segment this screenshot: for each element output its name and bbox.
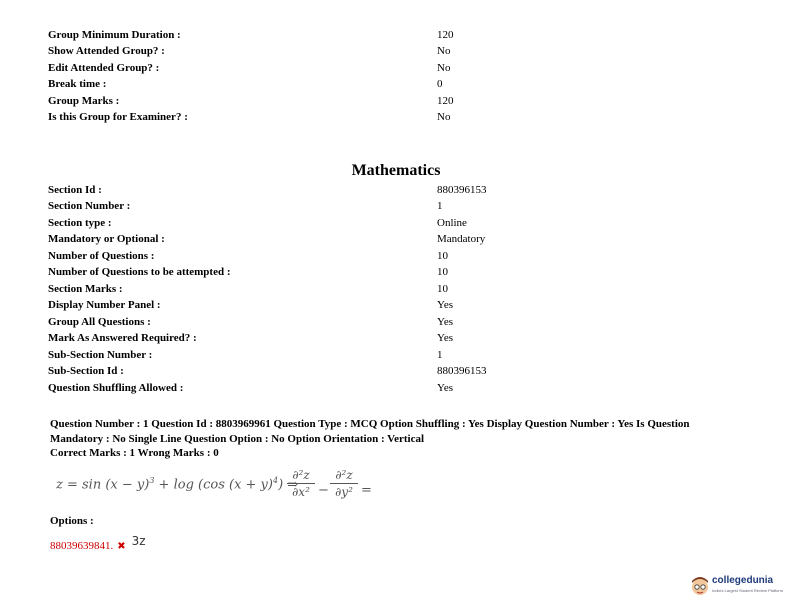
group-info-row bbox=[48, 78, 748, 94]
collegedunia-logo bbox=[690, 572, 786, 600]
field-label: Group Minimum Duration : bbox=[48, 29, 181, 41]
section-info-row bbox=[48, 382, 748, 398]
field-value: No bbox=[437, 111, 451, 123]
section-info-row bbox=[48, 349, 748, 365]
option-text: 3z bbox=[131, 534, 146, 548]
group-info-row bbox=[48, 45, 748, 61]
field-label: Mandatory or Optional : bbox=[48, 233, 165, 245]
formula-equals: = bbox=[361, 483, 372, 498]
section-info-row bbox=[48, 184, 748, 200]
options-label: Options : bbox=[50, 515, 94, 527]
fraction-bar bbox=[330, 483, 358, 484]
section-info-row bbox=[48, 332, 748, 348]
group-info-row bbox=[48, 111, 748, 127]
field-label: Section Number : bbox=[48, 200, 131, 212]
field-label: Section Id : bbox=[48, 184, 102, 196]
formula-fraction bbox=[287, 468, 315, 499]
question-info-line: Correct Marks : 1 Wrong Marks : 0 bbox=[50, 447, 219, 459]
section-info-row bbox=[48, 200, 748, 216]
field-value: 0 bbox=[437, 78, 443, 90]
mascot-icon bbox=[690, 574, 710, 596]
field-label: Number of Questions : bbox=[48, 250, 155, 262]
field-value: 10 bbox=[437, 250, 448, 262]
formula-fraction bbox=[330, 468, 358, 499]
fraction-bar bbox=[287, 483, 315, 484]
field-value: Yes bbox=[437, 299, 454, 311]
question-formula bbox=[56, 476, 298, 492]
field-label: Question Shuffling Allowed : bbox=[48, 382, 184, 394]
field-label: Mark As Answered Required? : bbox=[48, 332, 197, 344]
field-label: Break time : bbox=[48, 78, 107, 90]
field-label: Sub-Section Number : bbox=[48, 349, 153, 361]
formula-mid: + log (cos (x + y) bbox=[154, 477, 273, 493]
field-label: Sub-Section Id : bbox=[48, 365, 124, 377]
formula-minus: − bbox=[318, 483, 329, 498]
formula-exponent: 3 bbox=[149, 476, 155, 485]
group-info-row bbox=[48, 29, 748, 45]
field-label: Is this Group for Examiner? : bbox=[48, 111, 188, 123]
section-info-row bbox=[48, 283, 748, 299]
question-info bbox=[50, 417, 762, 461]
field-value: 10 bbox=[437, 283, 448, 295]
field-label: Section Marks : bbox=[48, 283, 123, 295]
section-info-row bbox=[48, 217, 748, 233]
fraction-numerator: ∂²z bbox=[335, 468, 353, 482]
group-info-row bbox=[48, 95, 748, 111]
field-label: Group Marks : bbox=[48, 95, 120, 107]
field-value: Mandatory bbox=[437, 233, 486, 245]
section-info-row bbox=[48, 365, 748, 381]
field-value: 120 bbox=[437, 95, 454, 107]
field-label: Group All Questions : bbox=[48, 316, 151, 328]
wrong-mark-icon: ✖ bbox=[117, 541, 126, 552]
field-value: Online bbox=[437, 217, 467, 229]
logo-name: collegedunia bbox=[712, 575, 774, 586]
section-info-row bbox=[48, 316, 748, 332]
option-item[interactable] bbox=[50, 534, 146, 552]
field-label: Section type : bbox=[48, 217, 112, 229]
field-value: 10 bbox=[437, 266, 448, 278]
section-info-row bbox=[48, 250, 748, 266]
question-info-line: Question Number : 1 Question Id : 8803969961 Question Type : MCQ Option Shuffling : Yes Display Question Number : Yes Is Question bbox=[50, 418, 690, 430]
section-info-row bbox=[48, 299, 748, 315]
field-value: No bbox=[437, 62, 451, 74]
field-value: Yes bbox=[437, 382, 454, 394]
fraction-denominator: ∂y² bbox=[335, 485, 353, 499]
formula-tail: ) ⇒ bbox=[278, 477, 299, 493]
fraction-numerator: ∂²z bbox=[292, 468, 310, 482]
formula-exponent: 4 bbox=[272, 476, 279, 485]
field-value: 120 bbox=[437, 29, 454, 41]
section-info-row bbox=[48, 233, 748, 249]
field-value: 880396153 bbox=[437, 365, 487, 377]
field-value: 1 bbox=[437, 200, 443, 212]
field-label: Display Number Panel : bbox=[48, 299, 161, 311]
section-title: Mathematics bbox=[351, 162, 441, 179]
fraction-denominator: ∂x² bbox=[292, 485, 310, 499]
question-info-line: Mandatory : No Single Line Question Option : No Option Orientation : Vertical bbox=[50, 432, 425, 445]
field-label: Edit Attended Group? : bbox=[48, 62, 160, 74]
formula-lhs: z = sin (x − y) bbox=[56, 477, 150, 493]
option-id: 88039639841. bbox=[50, 540, 114, 552]
field-value: 880396153 bbox=[437, 184, 487, 196]
field-value: Yes bbox=[437, 316, 454, 328]
field-value: No bbox=[437, 45, 451, 57]
field-value: Yes bbox=[437, 332, 454, 344]
field-value: 1 bbox=[437, 349, 443, 361]
section-info-row bbox=[48, 266, 748, 282]
field-label: Show Attended Group? : bbox=[48, 45, 165, 57]
field-label: Number of Questions to be attempted : bbox=[48, 266, 231, 278]
logo-tagline: India's Largest Student Review Platform bbox=[712, 588, 784, 593]
group-info-row bbox=[48, 62, 748, 78]
